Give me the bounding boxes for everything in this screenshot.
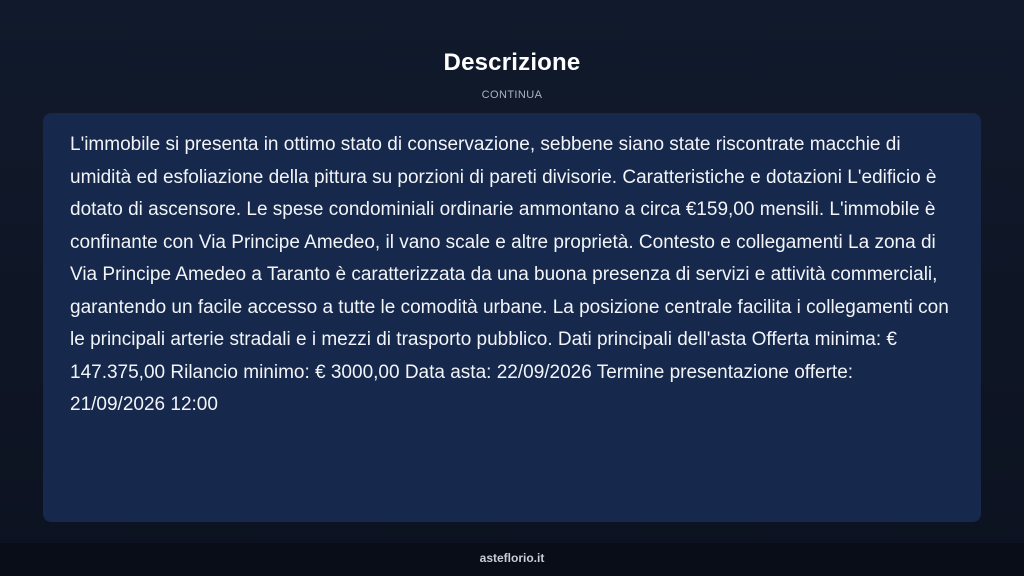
continue-label: CONTINUA: [481, 89, 543, 101]
footer-bar: [0, 543, 1024, 576]
description-card: [43, 113, 981, 522]
page-title: Descrizione: [443, 49, 581, 76]
site-name: asteflorio.it: [479, 551, 545, 565]
description-text: L'immobile si presenta in ottimo stato di conservazione, sebbene siano state riscontrate macchie di umidità ed esfoliazione della pittura su porzioni di pareti divisorie. Caratteristiche e dotazioni L'edificio è dotato di ascensore. Le spese condominiali ordinarie ammontano a circa €159,00 mensili. L'immobile è confinante con Via Principe Amedeo, il vano scale e altre proprietà. Contesto e collegamenti La zona di Via Principe Amedeo a Taranto è caratterizzata da una buona presenza di servizi e attività commerciali, garantendo un facile accesso a tutte le comodità urbane. La posizione centrale facilita i collegamenti con le principali arterie stradali e i mezzi di trasporto pubblico. Dati principali dell'asta Offerta minima: € 147.375,00 Rilancio minimo: € 3000,00 Data asta: 22/09/2026 Termine presentazione offerte: 21/09/2026 12:00: [70, 134, 949, 415]
